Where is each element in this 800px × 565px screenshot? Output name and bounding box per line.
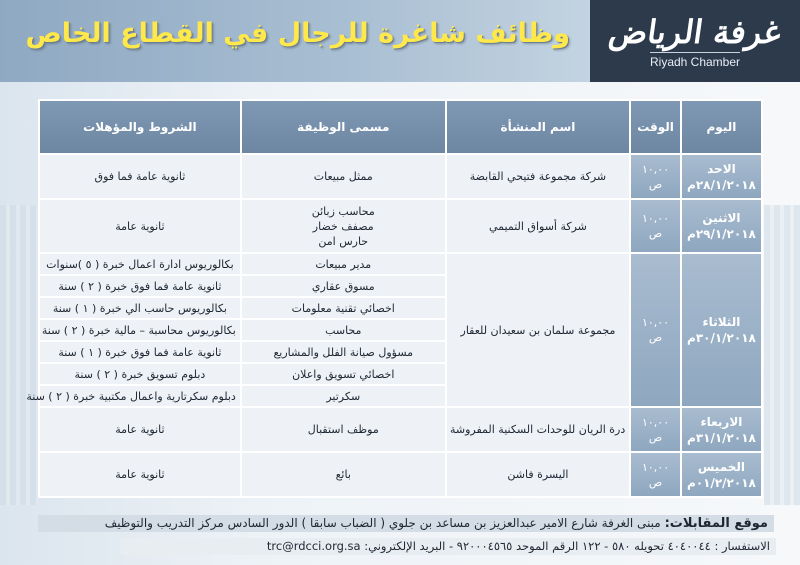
day-cell xyxy=(682,155,761,198)
table-row xyxy=(40,453,761,496)
qual-cell: بكالوريوس حاسب الي خبرة ( ١ ) سنة xyxy=(40,298,240,318)
time-cell xyxy=(631,155,680,198)
interview-location xyxy=(38,515,774,532)
job-cell: ممثل مبيعات xyxy=(242,155,445,198)
time-period: ص xyxy=(648,331,663,344)
table-row xyxy=(40,254,761,274)
time-period: ص xyxy=(648,430,663,444)
jobs-table-container xyxy=(26,99,763,498)
job-cell: مدير مبيعات xyxy=(242,254,445,274)
time-value: ١٠,٠٠ xyxy=(641,162,670,176)
header-org: اسم المنشأة xyxy=(447,101,630,153)
job-cell: موظف استقبال xyxy=(242,408,445,451)
qual-cell: دبلوم سكرتارية واعمال مكتبية خبرة ( ٢ ) سنة xyxy=(40,386,240,406)
job-cell: مسؤول صيانة الفلل والمشاريع xyxy=(242,342,445,362)
qual-cell: ثانوية عامة فما فوق خبرة ( ١ ) سنة xyxy=(40,342,240,362)
day-cell xyxy=(682,254,761,406)
job-cell: سكرتير xyxy=(242,386,445,406)
time-cell xyxy=(631,200,680,252)
day-name: الاربعاء xyxy=(700,414,743,429)
skyline-decoration-right xyxy=(764,205,800,505)
time-period: ص xyxy=(648,475,663,489)
location-label: موقع المقابلات: xyxy=(664,516,768,531)
riyadh-chamber-logo xyxy=(590,0,800,82)
qual-cell: ثانوية عامة xyxy=(40,408,240,451)
day-name: الثلاثاء xyxy=(702,315,741,329)
header-day: اليوم xyxy=(682,101,761,153)
job-cell: محاسب xyxy=(242,320,445,340)
day-date: ٠١/٢/٢٠١٨م xyxy=(687,475,756,490)
qual-cell: ثانوية عامة xyxy=(40,200,240,252)
day-date: ٢٨/١/٢٠١٨م xyxy=(687,177,756,192)
time-cell xyxy=(631,254,680,406)
header-job: مسمى الوظيفة xyxy=(242,101,445,153)
day-name: الخميس xyxy=(697,459,746,474)
qual-cell: بكالوريوس محاسبة – مالية خبرة ( ٢ ) سنة xyxy=(40,320,240,340)
logo-arabic-text: غرفة الرياض xyxy=(606,12,784,51)
org-cell: شركة أسواق التميمي xyxy=(447,200,630,252)
org-cell: درة الريان للوحدات السكنية المفروشة xyxy=(447,408,630,451)
job-cell xyxy=(242,200,445,252)
day-date: ٣٠/١/٢٠١٨م xyxy=(687,331,756,345)
org-cell: اليسرة فاشن xyxy=(447,453,630,496)
location-text: مبنى الغرفة شارع الامير عبدالعزيز بن مساعد بن جلوي ( الضباب سابقا ) الدور السادس مركز التدريب والتوظيف xyxy=(104,516,661,530)
day-cell xyxy=(682,408,761,451)
job-title: حارس امن xyxy=(318,234,369,248)
day-date: ٣١/١/٢٠١٨م xyxy=(687,430,756,445)
qual-cell: ثانوية عامة xyxy=(40,453,240,496)
table-row xyxy=(40,200,761,252)
day-cell xyxy=(682,453,761,496)
contact-info: الاستفسار : ٤٠٤٠٠٤٤ تحويله ٥٨٠ - ١٢٢ الرقم الموحد ٩٢٠٠٠٤٥٦٥ - البريد الإلكتروني: trc@rdcci.org.sa xyxy=(120,538,776,555)
org-cell: شركة مجموعة فتيحي القابضة xyxy=(447,155,630,198)
qual-cell: دبلوم تسويق خبرة ( ٢ ) سنة xyxy=(40,364,240,384)
qual-cell: ثانوية عامة فما فوق xyxy=(40,155,240,198)
header-time: الوقت xyxy=(631,101,680,153)
table-row xyxy=(40,408,761,451)
jobs-table xyxy=(26,99,763,498)
table-row xyxy=(40,155,761,198)
table-header-row xyxy=(40,101,761,153)
time-value: ١٠,٠٠ xyxy=(641,212,670,225)
job-cell: بائع xyxy=(242,453,445,496)
job-cell: مسوق عقاري xyxy=(242,276,445,296)
day-name: الاحد xyxy=(707,161,736,176)
time-cell xyxy=(631,408,680,451)
skyline-decoration-left xyxy=(0,205,38,505)
qual-cell: ثانوية عامة فما فوق خبرة ( ٢ ) سنة xyxy=(40,276,240,296)
time-period: ص xyxy=(648,227,663,240)
time-cell xyxy=(631,453,680,496)
time-period: ص xyxy=(648,177,663,191)
time-value: ١٠,٠٠ xyxy=(641,460,670,474)
qual-cell: بكالوريوس ادارة اعمال خبرة ( ٥ )سنوات xyxy=(40,254,240,274)
page-title: وظائف شاغرة للرجال في القطاع الخاص xyxy=(25,18,570,49)
job-cell: اخصائي تسويق واعلان xyxy=(242,364,445,384)
logo-english-text: Riyadh Chamber xyxy=(650,52,740,69)
job-title: محاسب زبائن xyxy=(311,204,375,218)
day-name: الاثنين xyxy=(702,211,741,225)
job-cell: اخصائي تقنية معلومات xyxy=(242,298,445,318)
job-title: مصفف خضار xyxy=(312,219,374,233)
org-cell: مجموعة سلمان بن سعيدان للعقار xyxy=(447,254,630,406)
time-value: ١٠,٠٠ xyxy=(641,415,670,429)
time-value: ١٠,٠٠ xyxy=(641,316,670,329)
day-cell xyxy=(682,200,761,252)
day-date: ٢٩/١/٢٠١٨م xyxy=(687,227,756,241)
header-qual: الشروط والمؤهلات xyxy=(40,101,240,153)
